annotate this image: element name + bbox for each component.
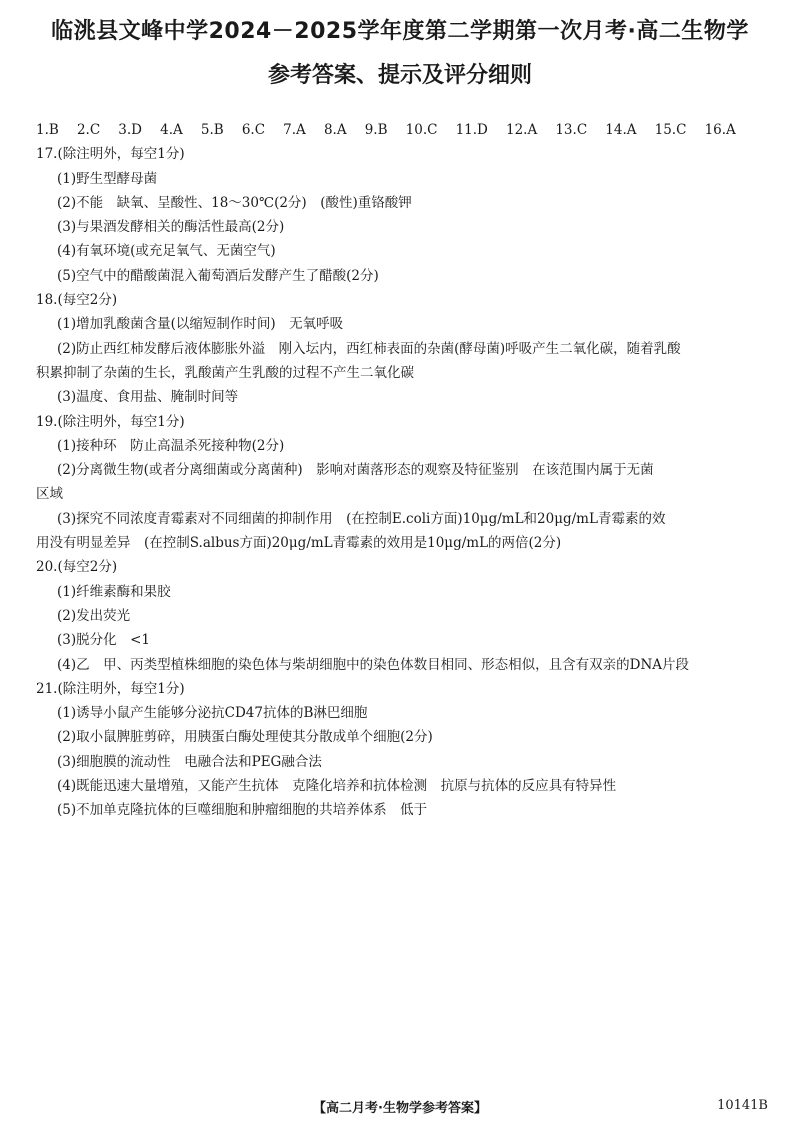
question-20-answer-3: (3)脱分化 <1: [57, 632, 151, 649]
question-18-answer-2-continued: 积累抑制了杂菌的生长，乳酸菌产生乳酸的过程不产生二氧化碳: [36, 364, 414, 381]
question-21-heading: 21.(除注明外，每空1分): [36, 680, 185, 697]
page-subtitle: 参考答案、提示及评分细则: [267, 63, 532, 88]
mc-answer: 1.B: [36, 122, 59, 138]
mc-answer: 8.A: [323, 122, 347, 138]
page-footer-label: 【高二月考·生物学参考答案】: [313, 1101, 487, 1116]
question-20-answer-1: (1)纤维素酶和果胶: [57, 583, 171, 600]
answer-content: [36, 118, 772, 823]
question-20-answer-4: (4)乙 甲、丙类型植株细胞的染色体与柴胡细胞中的染色体数目相同、形态相似，且含有双亲的DNA片段: [57, 656, 690, 673]
mc-answer: 6.C: [241, 122, 266, 138]
mc-answer: 3.D: [118, 122, 142, 138]
mc-answer: 16.A: [704, 122, 736, 138]
question-17-answer-4: (4)有氧环境(或充足氧气、无菌空气): [57, 243, 276, 260]
question-21-answer-4: (4)既能迅速大量增殖，又能产生抗体 克隆化培养和抗体检测 抗原与抗体的反应具有特异性: [57, 778, 617, 795]
page-title: 临洮县文峰中学2024－2025学年度第二学期第一次月考·高二生物学: [51, 19, 749, 44]
question-21-answer-1: (1)诱导小鼠产生能够分泌抗CD47抗体的B淋巴细胞: [57, 705, 368, 722]
question-17-answer-1: (1)野生型酵母菌: [57, 170, 158, 187]
mc-answer: 5.B: [200, 122, 224, 138]
question-19-answer-2: (2)分离微生物(或者分离细菌或分离菌种) 影响对菌落形态的观察及特征鉴别 在该范围内属于无菌: [57, 462, 654, 479]
document-code: 10141B: [717, 1098, 768, 1113]
mc-answer: 2.C: [76, 122, 101, 138]
question-19-answer-3: (3)探究不同浓度青霉素对不同细菌的抑制作用 (在控制E.coli方面)10μg/mL和20μg/mL青霉素的效: [57, 510, 666, 527]
question-19-answer-3-continued: 用没有明显差异 (在控制S.albus方面)20μg/mL青霉素的效用是10μg/mL的两倍(2分): [36, 535, 562, 552]
question-20-heading: 20.(每空2分): [36, 559, 118, 576]
question-18-heading: 18.(每空2分): [36, 292, 118, 309]
question-21-answer-3: (3)细胞膜的流动性 电融合法和PEG融合法: [57, 753, 322, 770]
mc-answer: 11.D: [455, 122, 488, 138]
mc-answer: 7.A: [283, 122, 306, 138]
question-17-answer-3: (3)与果酒发酵相关的酶活性最高(2分): [57, 219, 285, 236]
question-17-answer-2: (2)不能 缺氧、呈酸性、18～30℃(2分) (酸性)重铬酸钾: [57, 194, 412, 211]
question-18-answer-2: (2)防止西红柿发酵后液体膨胀外溢 刚入坛内，西红柿表面的杂菌(酵母菌)呼吸产生二氧化碳，随着乳酸: [57, 340, 681, 357]
mc-answer: 15.C: [654, 122, 687, 138]
question-19-answer-1: (1)接种环 防止高温杀死接种物(2分): [57, 437, 285, 454]
question-20-answer-2: (2)发出荧光: [57, 607, 131, 624]
mc-answer: 9.B: [364, 122, 388, 138]
question-19-answer-2-continued: 区域: [36, 486, 63, 503]
mc-answer: 12.A: [506, 122, 538, 138]
question-17-answer-5: (5)空气中的醋酸菌混入葡萄酒后发酵产生了醋酸(2分): [57, 267, 379, 284]
multiple-choice-answers: [36, 118, 736, 142]
mc-answer: 13.C: [555, 122, 588, 138]
question-18-answer-3: (3)温度、食用盐、腌制时间等: [57, 389, 239, 406]
question-18-answer-1: (1)增加乳酸菌含量(以缩短制作时间) 无氧呼吸: [57, 316, 344, 333]
question-17-heading: 17.(除注明外，每空1分): [36, 146, 185, 163]
question-21-answer-5: (5)不加单克隆抗体的巨噬细胞和肿瘤细胞的共培养体系 低于: [57, 802, 428, 819]
mc-answer: 14.A: [605, 122, 637, 138]
question-21-answer-2: (2)取小鼠脾脏剪碎，用胰蛋白酶处理使其分散成单个细胞(2分): [57, 729, 433, 746]
mc-answer: 4.A: [160, 122, 183, 138]
question-19-heading: 19.(除注明外，每空1分): [36, 413, 185, 430]
mc-answer: 10.C: [405, 122, 438, 138]
